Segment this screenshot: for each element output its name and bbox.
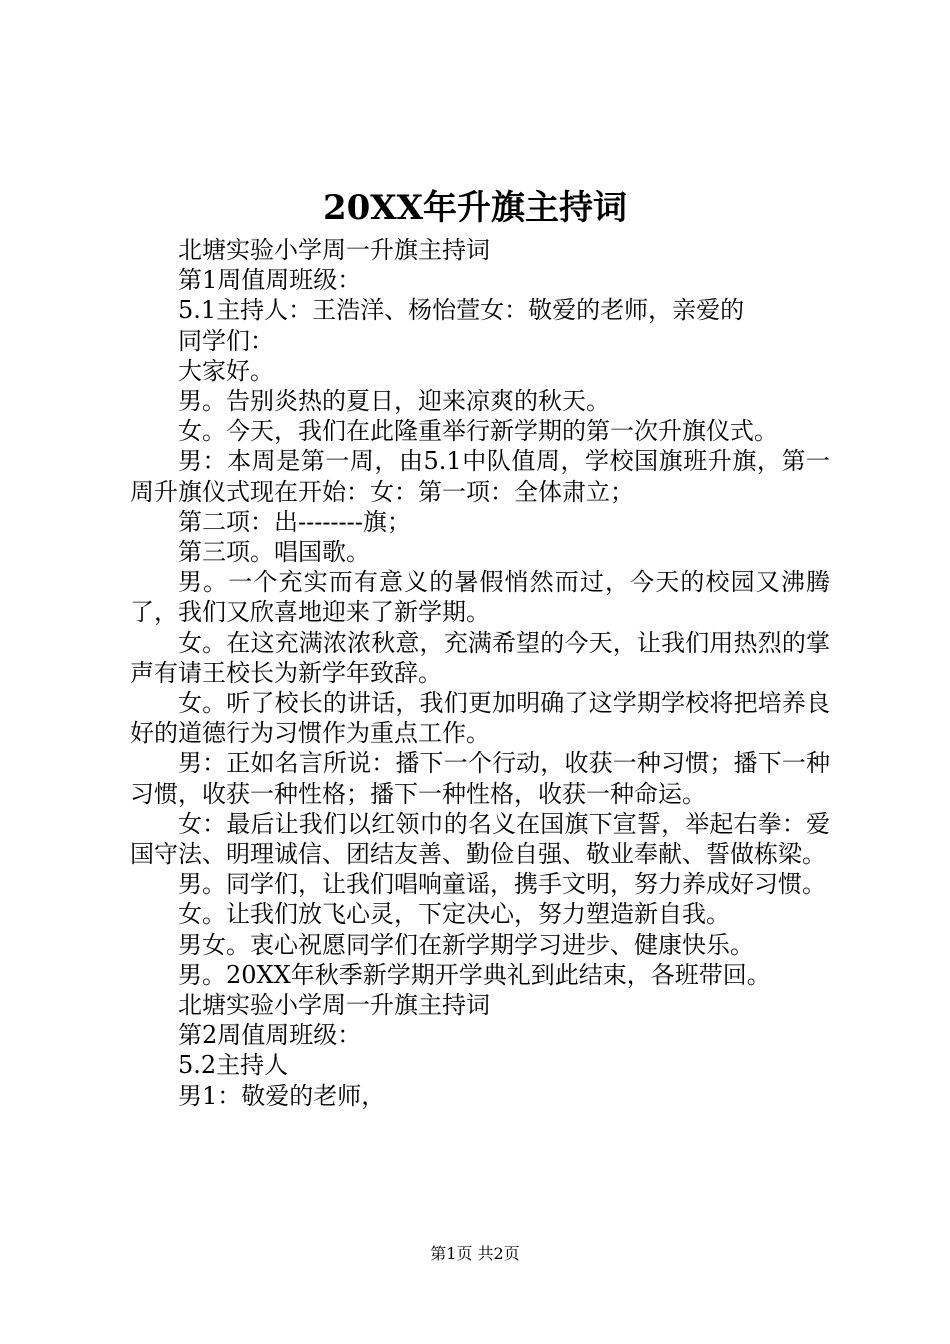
paragraph: 北塘实验小学周一升旗主持词 bbox=[178, 236, 490, 264]
page-footer: 第1页 共2页 bbox=[430, 1244, 520, 1263]
paragraph: 女：最后让我们以红领巾的名义在国旗下宣誓，举起右拳：爱国守法、明理诚信、团结友善、勤俭自强、敬业奉献、誓做栋梁。 bbox=[130, 809, 830, 869]
paragraph: 第2周值周班级： bbox=[178, 1021, 362, 1050]
paragraph: 第二项：出--------旗； bbox=[178, 507, 411, 536]
paragraph: 男：本周是第一周，由5.1中队值周，学校国旗班升旗，第一周升旗仪式现在开始：女：第一项：全体肃立； bbox=[130, 447, 830, 506]
paragraph: 男女。衷心祝愿同学们在新学期学习进步、健康快乐。 bbox=[178, 930, 754, 959]
paragraph: 男。20XX年秋季新学期开学典礼到此结束，各班带回。 bbox=[178, 960, 771, 989]
paragraph: 5.2主持人 bbox=[178, 1051, 289, 1080]
document-title: 20XX年升旗主持词 bbox=[322, 188, 628, 228]
paragraph: 男1：敬爱的老师， bbox=[178, 1081, 386, 1110]
paragraph: 女。听了校长的讲话，我们更加明确了这学期学校将把培养良好的道德行为习惯作为重点工作。 bbox=[130, 689, 830, 748]
paragraph: 女。在这充满浓浓秋意，充满希望的今天，让我们用热烈的掌声有请王校长为新学年致辞。 bbox=[130, 628, 830, 687]
paragraph: 女。今天，我们在此隆重举行新学期的第一次升旗仪式。 bbox=[178, 417, 778, 446]
document-body bbox=[130, 235, 830, 1111]
paragraph: 第1周值周班级： bbox=[178, 266, 362, 295]
paragraph: 同学们： bbox=[178, 326, 274, 355]
paragraph: 北塘实验小学周一升旗主持词 bbox=[178, 991, 490, 1020]
paragraph: 男。一个充实而有意义的暑假悄然而过，今天的校园又沸腾了，我们又欣喜地迎来了新学期。 bbox=[130, 568, 830, 627]
paragraph: 大家好。 bbox=[178, 356, 274, 385]
paragraph: 男。告别炎热的夏日，迎来凉爽的秋天。 bbox=[178, 387, 610, 416]
paragraph: 第三项。唱国歌。 bbox=[178, 538, 370, 567]
paragraph: 男：正如名言所说：播下一个行动，收获一种习惯；播下一种习惯，收获一种性格；播下一种性格，收获一种命运。 bbox=[130, 749, 830, 808]
paragraph: 5.1主持人：王浩洋、杨怡萱女：敬爱的老师，亲爱的 bbox=[178, 296, 745, 325]
paragraph: 男。同学们，让我们唱响童谣，携手文明，努力养成好习惯。 bbox=[178, 870, 826, 899]
paragraph: 女。让我们放飞心灵，下定决心，努力塑造新自我。 bbox=[178, 900, 730, 929]
